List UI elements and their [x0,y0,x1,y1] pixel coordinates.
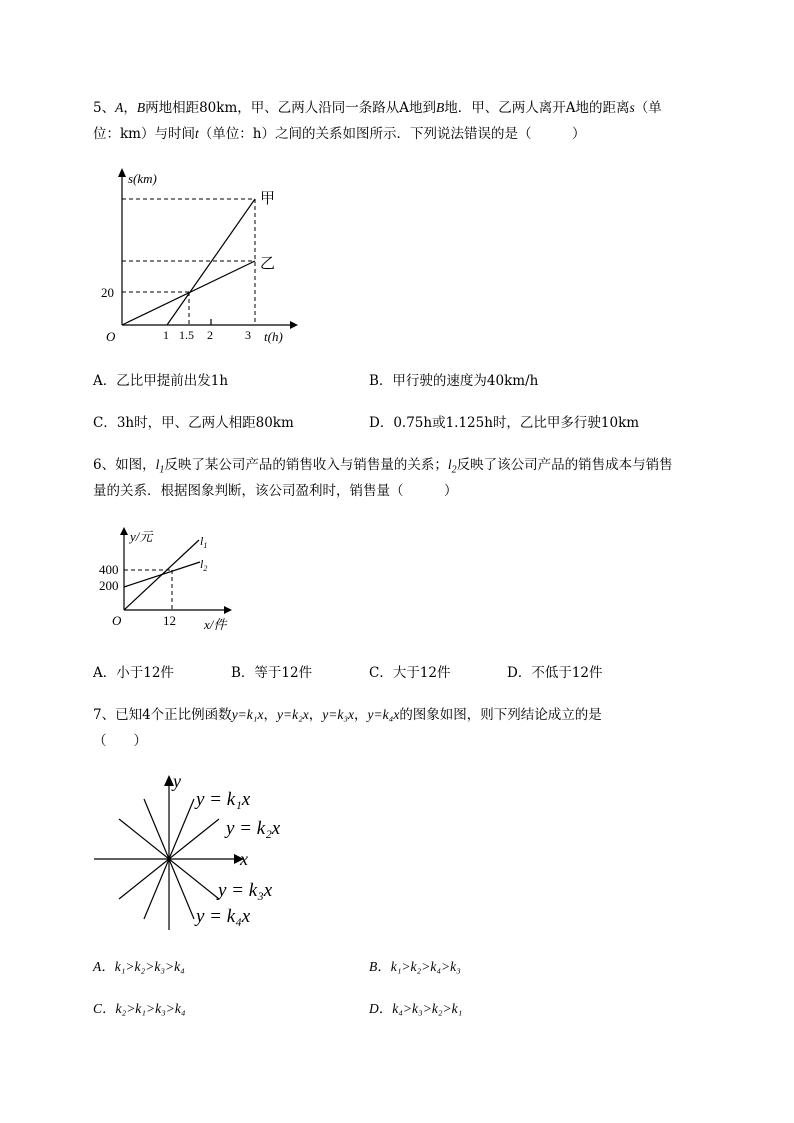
q5-tick-label-20: 20 [101,285,114,300]
q6-label-l2 [200,557,207,573]
q5-stem-line2 [93,125,585,143]
q5-tick-label-1-5: 1.5 [179,328,194,342]
q6-ylabel [128,529,154,544]
q6-label-l2-sub: 2 [203,564,208,573]
q5-graph [100,163,300,348]
q7-text-end: 的图象如图，则下列结论成立的是 [399,707,602,723]
q6-option-d[interactable]: D．不低于12件 [507,665,603,681]
q5-tick-label-2: 2 [207,328,213,342]
q6-option-b[interactable]: B．等于12件 [231,665,313,681]
q5-ylabel [128,171,157,186]
q5-text-end: （单 [634,100,662,116]
q6-label-l2-text: l [200,557,204,571]
q6-stem-line2: 量的关系．根据图象判断，该公司盈利时，销售量（ ） [93,483,458,499]
q6-tick-label-200: 200 [99,578,119,593]
q6-x-arrow [224,606,232,614]
q6-y-arrow [120,527,128,535]
q5-comma: ， [123,100,137,116]
q7-number: 7、已知4个正比例函数 [93,707,232,723]
q5-text-mid2: 地到 [409,100,437,116]
q5-ylabel-text: s(km) [128,171,157,186]
q6-label-l1 [200,534,207,550]
q5-var-s: s [629,100,635,115]
q6-origin: O [112,613,122,628]
q5-label-yi: 乙 [260,256,276,272]
q7-ylabel: y [173,771,181,791]
q5-point-a3: A [565,100,576,116]
q7-stem-line2: （ ） [93,733,147,749]
q6-l1-sub: 1 [159,464,165,476]
q6-l2-sub: 2 [451,464,457,476]
q7-option-d[interactable]: D．k₄>k₃>k₂>k₁ [369,1001,463,1016]
q5-text-mid3: 地．甲、乙两人离开 [444,100,566,116]
q6-graph [96,525,241,635]
q5-point-b2: B [436,100,445,115]
q5-var-t: t [194,126,199,141]
q5-xlabel: t(h) [264,329,283,344]
q6-text-end: 反映了该公司产品的销售成本与销售 [456,457,673,473]
q7-xlabel: x [240,849,248,869]
q7-stem-line1 [93,706,602,724]
q7-func-1: y=k₁x [231,707,264,722]
q6-tick-label-12: 12 [163,613,176,628]
q5-stem-line1 [93,99,662,117]
q5-number: 5、 [93,100,116,116]
q7-label-eq4: y = k₄x [196,906,251,927]
q5-y-arrow [118,168,126,177]
q6-xlabel: x/件 [204,617,227,632]
q7-label-eq3: y = k₃x [218,880,273,901]
q5-x-arrow [290,321,298,329]
q7-sep-3: ， [354,707,368,723]
q5-line2-end: （单位：h）之间的关系如图所示．下列说法错误的是（ ） [198,126,586,142]
q6-tick-label-400: 400 [99,562,119,577]
q5-point-a2: A [399,100,410,116]
q5-text-mid4: 地的距离 [575,100,630,116]
q5-point-b: B [136,100,146,115]
q7-label-eq1: y = k₁x [196,789,251,810]
q5-label-jia: 甲 [260,191,276,207]
q7-sep-1: ， [263,707,277,723]
q5-point-a: A [115,100,124,115]
q6-label-l1-sub: 1 [203,541,208,550]
q5-tick-label-3: 3 [245,328,251,342]
q6-option-a[interactable]: A．小于12件 [93,665,174,681]
q7-option-a[interactable]: A．k₁>k₂>k₃>k₄ [93,959,185,974]
q5-line2-pre: 位：km）与时间 [93,126,195,142]
q6-line-l2 [124,562,200,587]
q5-tick-label-1: 1 [163,328,169,342]
q7-option-c[interactable]: C．k₂>k₁>k₃>k₄ [93,1001,186,1016]
q5-option-c[interactable]: C．3h时，甲、乙两人相距80km [93,415,294,431]
q6-l2: l [447,457,452,472]
q5-origin: O [106,329,116,344]
q6-stem-line1 [93,456,673,480]
q7-graph [92,770,307,935]
q5-option-b[interactable]: B．甲行驶的速度为40km/h [369,373,539,389]
q7-func-3: y=k₃x [322,707,355,722]
q7-label-eq2: y = k₂x [226,818,281,839]
q7-func-4: y=k₄x [367,707,400,722]
q7-option-b[interactable]: B．k₁>k₂>k₄>k₃ [369,959,461,974]
q7-func-2: y=k₂x [276,707,309,722]
q7-sep-2: ， [308,707,323,723]
q6-text-mid: 反映了某公司产品的销售收入与销售量的关系； [164,457,448,473]
q6-l1: l [155,457,160,472]
q5-option-a[interactable]: A．乙比甲提前出发1h [93,373,229,389]
q6-option-c[interactable]: C．大于12件 [369,665,451,681]
q5-text-mid: 两地相距80km，甲、乙两人沿同一条路从 [145,100,400,116]
q5-option-d[interactable]: D．0.75h或1.125h时，乙比甲多行驶10km [369,415,640,431]
q6-number: 6、如图， [93,457,156,473]
q6-ylabel-text: y/元 [130,529,153,544]
q6-label-l1-text: l [200,534,204,548]
q5-line-jia [167,199,255,325]
